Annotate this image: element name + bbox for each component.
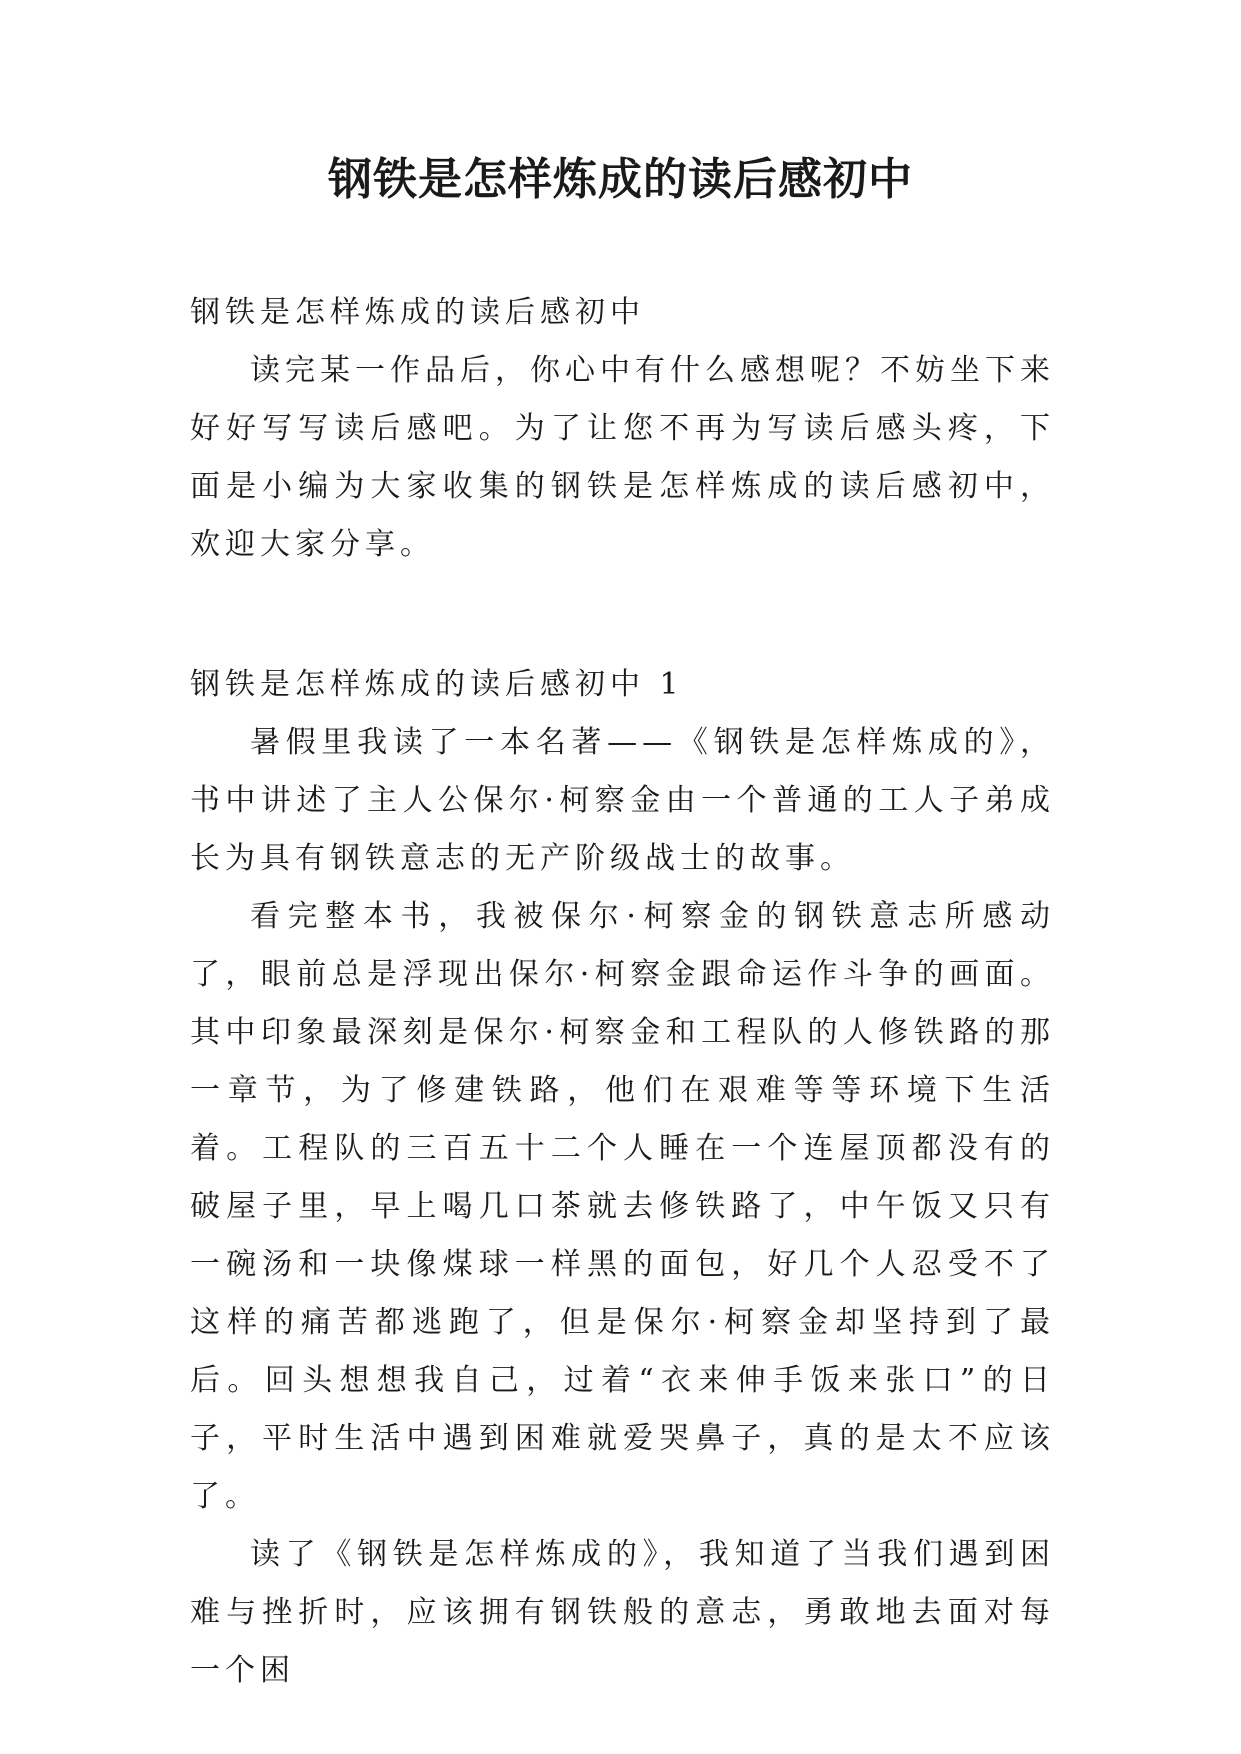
- intro-heading: 钢铁是怎样炼成的读后感初中: [190, 295, 645, 330]
- document-title: 钢铁是怎样炼成的读后感初中: [328, 154, 913, 205]
- document-body: [190, 284, 1055, 1700]
- section-1-paragraph-2: 看完整本书，我被保尔·柯察金的钢铁意志所感动了，眼前总是浮现出保尔·柯察金跟命运作斗争的画面。其中印象最深刻是保尔·柯察金和工程队的人修铁路的那一章节，为了修建铁路，他们在艰难等等环境下生活着。工程队的三百五十二个人睡在一个连屋顶都没有的破屋子里，早上喝几口茶就去修铁路了，中午饭又只有一碗汤和一块像煤球一样黑的面包，好几个人忍受不了这样的痛苦都逃跑了，但是保尔·柯察金却坚持到了最后。回头想想我自己，过着“衣来伸手饭来张口”的日子，平时生活中遇到困难就爱哭鼻子，真的是太不应该了。: [190, 899, 1055, 1514]
- intro-paragraph: 读完某一作品后，你心中有什么感想呢？不妨坐下来好好写写读后感吧。为了让您不再为写读后感头疼，下面是小编为大家收集的钢铁是怎样炼成的读后感初中，欢迎大家分享。: [190, 353, 1055, 562]
- section-1-paragraph-3: 读了《钢铁是怎样炼成的》，我知道了当我们遇到困难与挫折时，应该拥有钢铁般的意志，勇敢地去面对每一个困: [190, 1537, 1055, 1688]
- section-spacer: [190, 574, 1055, 656]
- section-1-heading: 钢铁是怎样炼成的读后感初中 1: [190, 667, 684, 702]
- section-1-paragraph-1: 暑假里我读了一本名著——《钢铁是怎样炼成的》，书中讲述了主人公保尔·柯察金由一个普通的工人子弟成长为具有钢铁意志的无产阶级战士的故事。: [190, 725, 1055, 876]
